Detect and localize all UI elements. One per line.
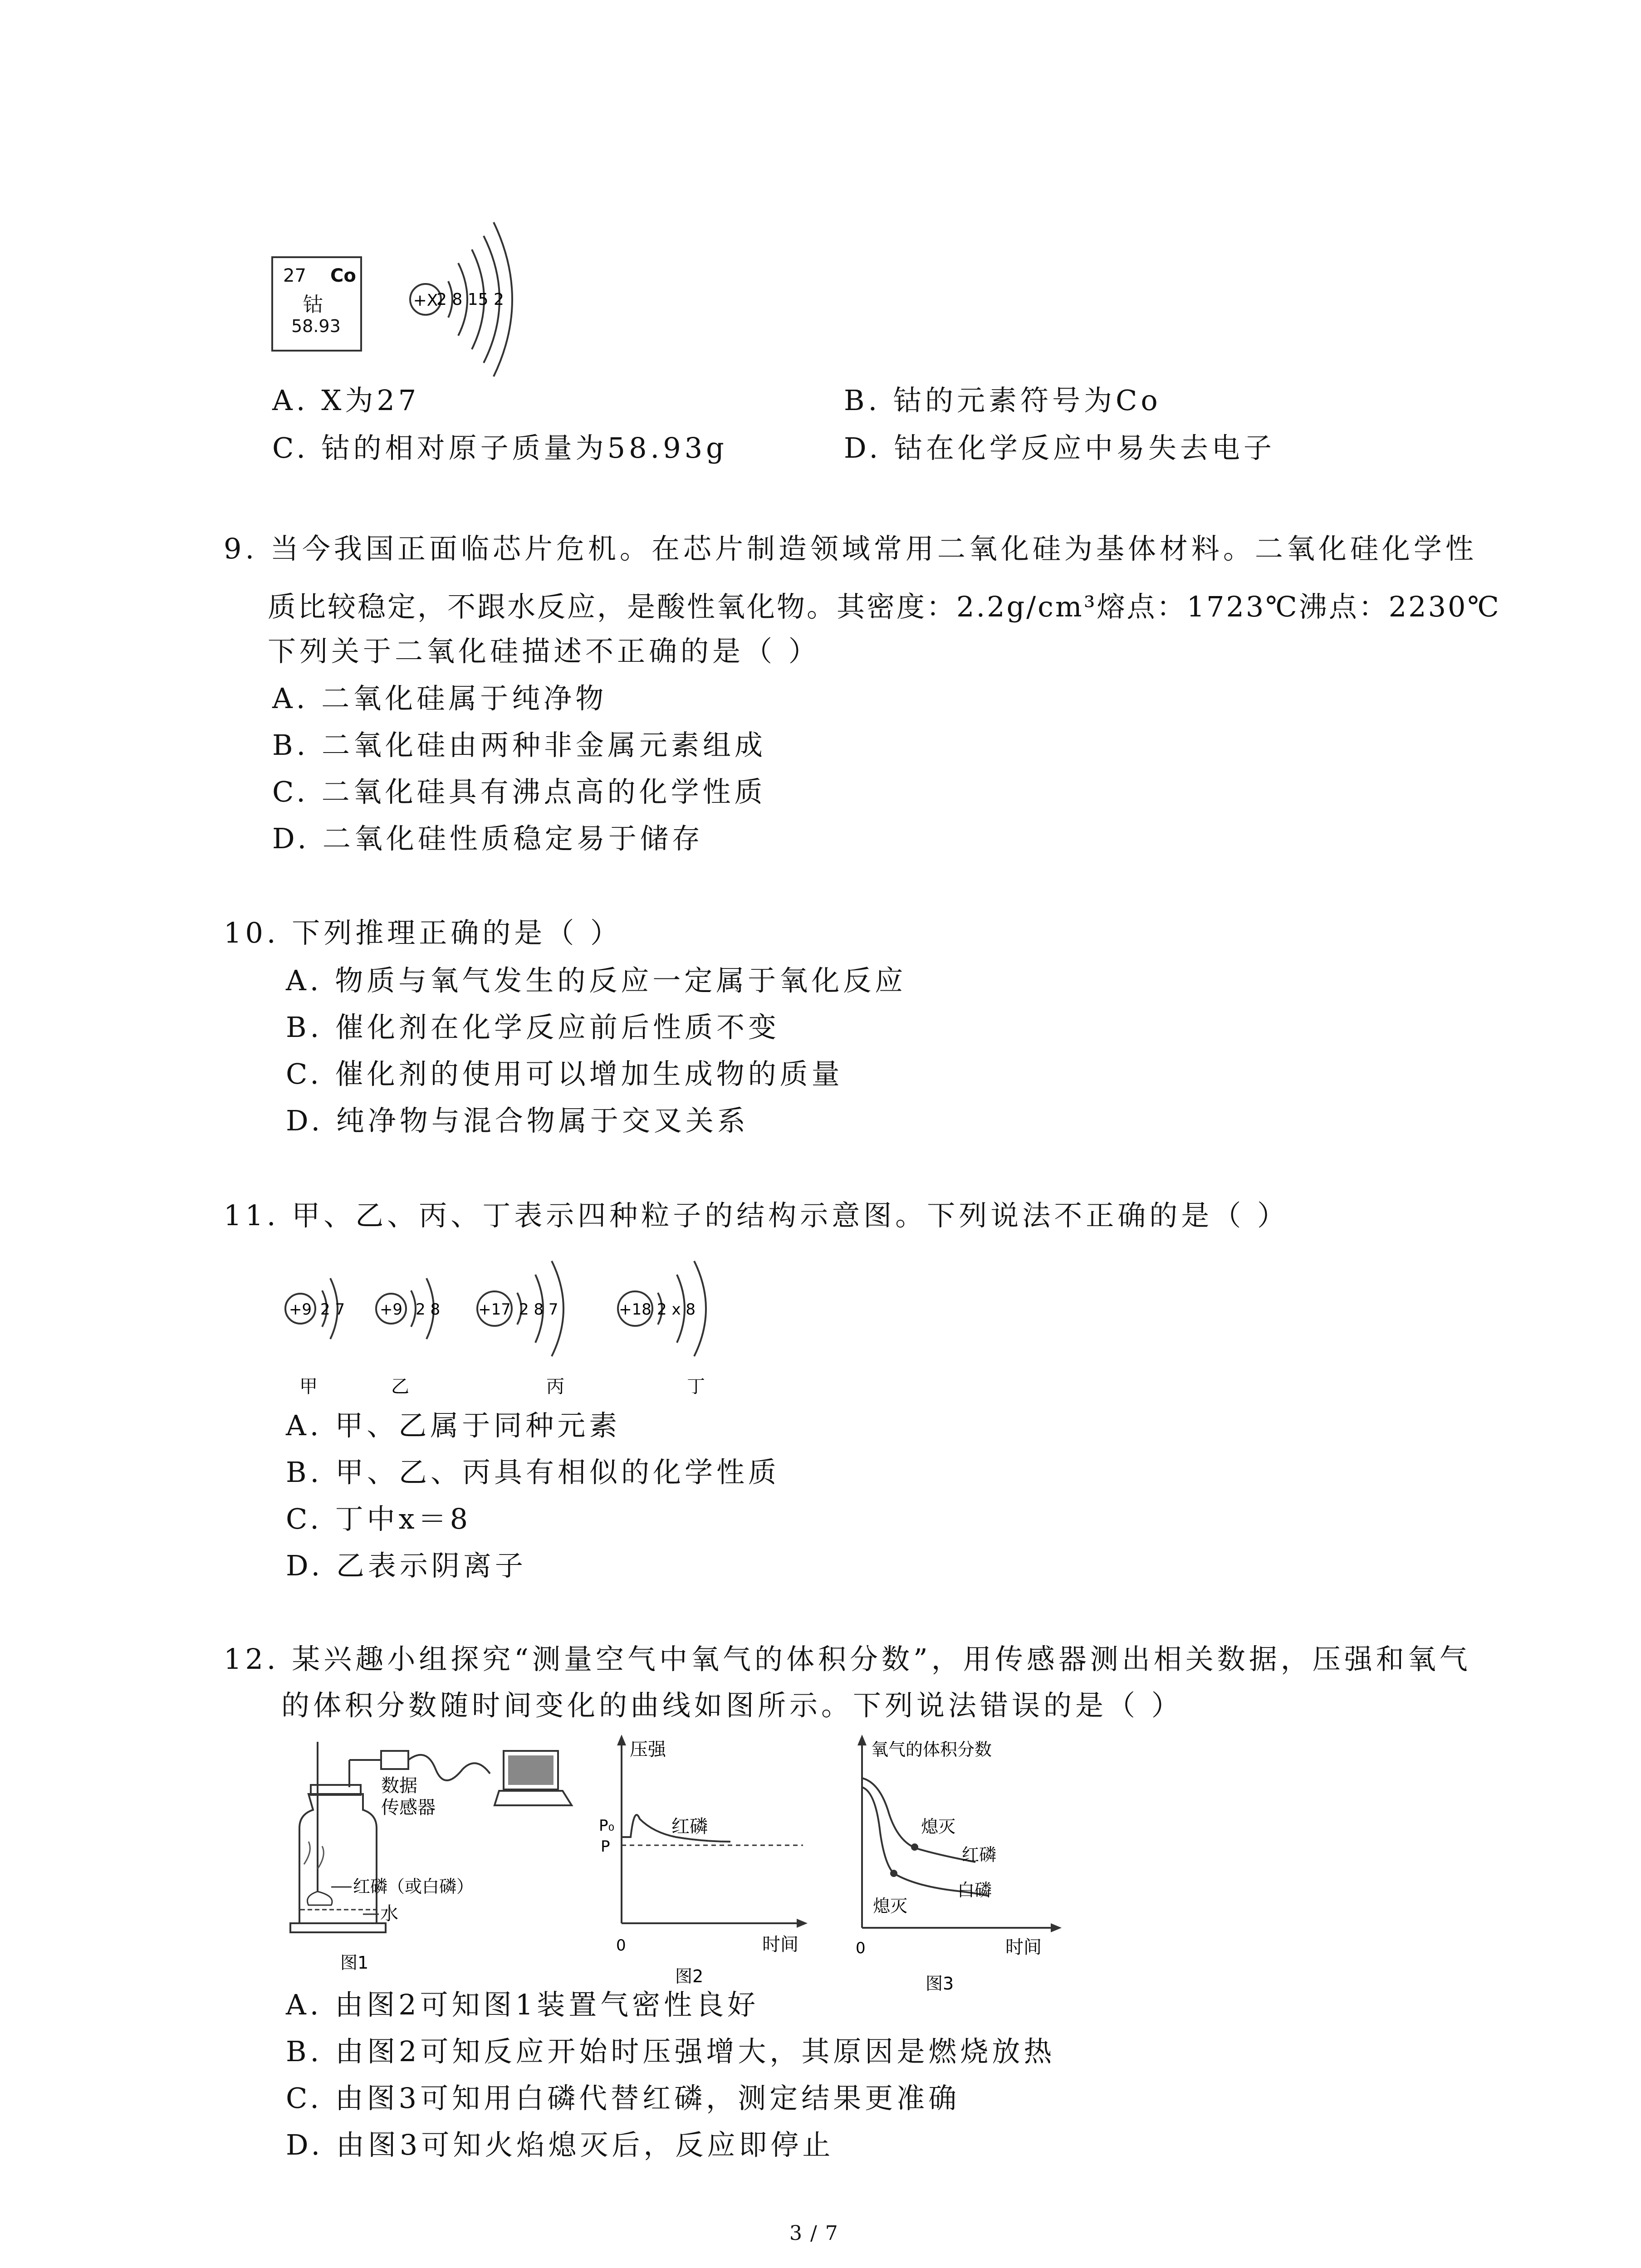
particle-diagrams [272, 1252, 753, 1402]
q9-option-a[interactable]: A. 二氧化硅属于纯净物 [272, 682, 607, 715]
page-number: 3 / 7 [789, 2222, 839, 2245]
label-time: 时间 [762, 1934, 798, 1955]
cable [408, 1755, 490, 1780]
particle-ding [618, 1261, 706, 1397]
sensor-box [381, 1751, 408, 1769]
q9-option-c[interactable]: C. 二氧化硅具有沸点高的化学性质 [272, 775, 766, 808]
q9-stem-line3: 下列关于二氧化硅描述不正确的是（ ） [268, 635, 820, 668]
particle-jia [285, 1278, 345, 1397]
q10-option-a[interactable]: A. 物质与氧气发生的反应一定属于氧化反应 [286, 964, 907, 997]
jar [299, 1794, 377, 1923]
label-red: 红磷 [962, 1845, 997, 1865]
q9-option-d[interactable]: D. 二氧化硅性质稳定易于储存 [272, 822, 704, 855]
svg-text:+18: +18 [619, 1300, 652, 1319]
label-yi: 乙 [391, 1376, 409, 1397]
q10-option-d[interactable]: D. 纯净物与混合物属于交叉关系 [286, 1104, 749, 1137]
point-out-red [911, 1843, 918, 1851]
label-time: 时间 [1005, 1937, 1042, 1958]
smoke [304, 1842, 323, 1869]
element-name: 钴 [303, 293, 323, 316]
q11-option-b[interactable]: B. 甲、乙、丙具有相似的化学性质 [286, 1456, 780, 1489]
q12-stem-line1: 12. 某兴趣小组探究“测量空气中氧气的体积分数”，用传感器测出相关数据，压强和氧气 [224, 1642, 1471, 1676]
q8-option-b[interactable]: B. 钴的元素符号为Co [844, 384, 1161, 417]
label-bing: 丙 [546, 1376, 564, 1397]
svg-text:2 x 8: 2 x 8 [657, 1300, 696, 1319]
label-jia: 甲 [299, 1376, 318, 1397]
element-mass: 58.93 [291, 316, 341, 336]
label-origin: 0 [616, 1936, 626, 1955]
figure-1-apparatus [272, 1742, 599, 1978]
q10-stem: 10. 下列推理正确的是（ ） [224, 916, 622, 949]
nucleus-label: +X [413, 291, 438, 310]
q8-option-c[interactable]: C. 钴的相对原子质量为58.93g [272, 431, 728, 464]
element-card [271, 256, 362, 352]
q8-option-d[interactable]: D. 钴在化学反应中易失去电子 [844, 431, 1275, 464]
q12-option-a[interactable]: A. 由图2可知图1装置气密性良好 [286, 1988, 759, 2021]
figure-3-oxygen-graph [826, 1728, 1080, 1996]
svg-text:2 8 7: 2 8 7 [519, 1300, 558, 1319]
particle-bing [477, 1261, 564, 1397]
svg-text:+17: +17 [478, 1300, 511, 1319]
label-sensor-2: 传感器 [381, 1797, 436, 1818]
q10-option-c[interactable]: C. 催化剂的使用可以增加生成物的质量 [286, 1057, 843, 1090]
q11-option-a[interactable]: A. 甲、乙属于同种元素 [286, 1409, 621, 1442]
label-ding: 丁 [687, 1376, 705, 1397]
label-white: 白磷 [957, 1880, 992, 1900]
q11-option-c[interactable]: C. 丁中x＝8 [286, 1502, 472, 1535]
label-water: 水 [380, 1903, 398, 1924]
label-sensor: 数据 [381, 1775, 417, 1796]
cobalt-atom-diagram [399, 213, 535, 386]
q9-option-b[interactable]: B. 二氧化硅由两种非金属元素组成 [272, 728, 766, 762]
svg-text:+9: +9 [379, 1300, 403, 1319]
q10-option-b[interactable]: B. 催化剂在化学反应前后性质不变 [286, 1011, 780, 1044]
caption-fig1: 图1 [340, 1953, 369, 1973]
particle-yi [376, 1278, 440, 1397]
point-out-white [890, 1870, 897, 1877]
label-p: P [601, 1838, 610, 1856]
q11-option-d[interactable]: D. 乙表示阴离子 [286, 1549, 527, 1582]
caption-fig2: 图2 [675, 1966, 704, 1986]
q12-option-d[interactable]: D. 由图3可知火焰熄灭后，反应即停止 [286, 2128, 834, 2161]
q12-option-c[interactable]: C. 由图3可知用白磷代替红磷，测定结果更准确 [286, 2082, 960, 2115]
label-out-1: 熄灭 [921, 1817, 956, 1837]
spoon [308, 1892, 333, 1905]
laptop-keyboard [495, 1791, 572, 1805]
label-pressure: 压强 [630, 1739, 666, 1760]
q9-stem-line2: 质比较稳定，不跟水反应，是酸性氧化物。其密度：2.2g/cm³熔点：1723℃沸点：2230℃ [268, 590, 1501, 623]
label-p0: P₀ [599, 1817, 615, 1835]
element-symbol: Co [330, 265, 356, 286]
q9-stem-line1: 9. 当今我国正面临芯片危机。在芯片制造领域常用二氧化硅为基体材料。二氧化硅化学性 [224, 532, 1477, 565]
base [290, 1923, 386, 1932]
element-number: 27 [283, 265, 306, 286]
svg-text:+9: +9 [289, 1300, 312, 1319]
q12-stem-line2: 的体积分数随时间变化的曲线如图所示。下列说法错误的是（ ） [281, 1689, 1183, 1722]
svg-text:2 7: 2 7 [320, 1300, 345, 1319]
label-oxygen-fraction: 氧气的体积分数 [871, 1740, 992, 1760]
white-phosphorus-curve [862, 1787, 989, 1896]
figure-2-pressure-graph [585, 1728, 821, 1991]
shell-electrons: 2 8 15 2 [436, 290, 504, 309]
q8-option-a[interactable]: A. X为27 [272, 384, 420, 417]
q11-stem: 11. 甲、乙、丙、丁表示四种粒子的结构示意图。下列说法不正确的是（ ） [224, 1199, 1289, 1232]
svg-text:2 8: 2 8 [416, 1300, 441, 1319]
label-phosphorus: 红磷（或白磷） [353, 1877, 474, 1897]
label-red-phosphorus: 红磷 [671, 1816, 708, 1837]
caption-fig3: 图3 [926, 1974, 954, 1994]
label-out-2: 熄灭 [873, 1896, 908, 1916]
q12-option-b[interactable]: B. 由图2可知反应开始时压强增大，其原因是燃烧放热 [286, 2035, 1056, 2068]
label-origin: 0 [856, 1939, 866, 1957]
